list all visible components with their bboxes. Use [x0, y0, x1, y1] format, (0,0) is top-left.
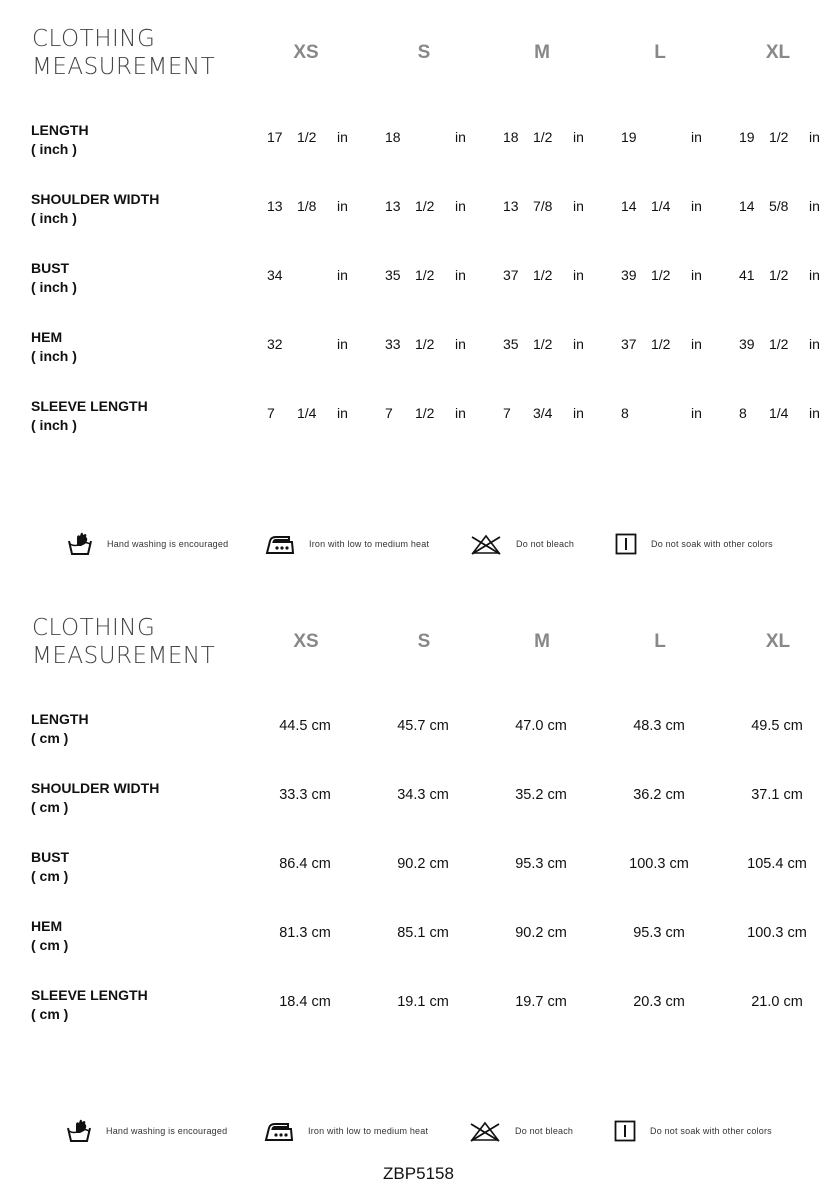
care-text: Do not bleach	[515, 1126, 574, 1136]
measurement-cell: 37.1 cm	[751, 787, 803, 803]
size-header-l: L	[654, 631, 666, 652]
unit-label: in	[809, 129, 820, 145]
row-label-name: BUST	[31, 849, 70, 865]
size-header-s: S	[417, 42, 431, 63]
whole-inches: 34	[267, 267, 283, 283]
measurement-cell: 45.7 cm	[397, 718, 449, 734]
size-header-xs: XS	[293, 631, 319, 652]
unit-label: in	[455, 405, 466, 421]
whole-inches: 35	[385, 267, 401, 283]
measurement-cell: 48.3 cm	[633, 718, 685, 734]
care-instructions-2	[0, 1116, 837, 1146]
row-label	[31, 779, 159, 817]
fraction-inches: 7/8	[533, 198, 553, 214]
row-label-name: SHOULDER WIDTH	[31, 780, 160, 796]
measurement-cell	[503, 198, 593, 216]
measurement-cell	[267, 405, 357, 423]
care-text: Hand washing is encouraged	[106, 1126, 228, 1136]
measurement-cell	[739, 129, 829, 147]
iron-icon	[264, 1120, 294, 1142]
measurement-cell: 95.3 cm	[515, 856, 567, 872]
measurement-cell	[385, 405, 475, 423]
measurement-cell: 19.1 cm	[397, 994, 449, 1010]
cm-table-title: CLOTHING MEASUREMENT	[32, 615, 216, 669]
fraction-inches: 1/2	[415, 267, 435, 283]
fraction-inches: 1/4	[769, 405, 789, 421]
fraction-inches: 1/2	[415, 198, 435, 214]
fraction-inches: 1/2	[533, 336, 553, 352]
row-label	[31, 397, 148, 435]
whole-inches: 37	[621, 336, 637, 352]
fraction-inches: 1/2	[769, 129, 789, 145]
care-no-bleach	[469, 1116, 573, 1146]
unit-label: in	[573, 267, 584, 283]
unit-label: in	[337, 336, 348, 352]
iron-icon	[265, 533, 295, 555]
unit-label: in	[691, 267, 702, 283]
measurement-cell: 35.2 cm	[515, 787, 567, 803]
care-text: Iron with low to medium heat	[308, 1126, 429, 1136]
care-iron	[264, 1116, 428, 1146]
row-label	[31, 848, 69, 886]
care-no-bleach	[470, 529, 574, 559]
measurement-cell	[267, 267, 357, 285]
row-label-unit: ( inch )	[31, 279, 77, 295]
fraction-inches: 1/2	[651, 267, 671, 283]
unit-label: in	[809, 405, 820, 421]
row-label-unit: ( cm )	[31, 1006, 69, 1022]
measurement-cell: 44.5 cm	[279, 718, 331, 734]
whole-inches: 7	[267, 405, 275, 421]
row-label-unit: ( inch )	[31, 348, 77, 364]
no-bleach-icon	[469, 1120, 501, 1142]
measurement-cell	[385, 129, 475, 147]
row-label	[31, 328, 77, 366]
measurement-cell: 33.3 cm	[279, 787, 331, 803]
care-iron	[265, 529, 429, 559]
unit-label: in	[691, 129, 702, 145]
measurement-cell: 90.2 cm	[397, 856, 449, 872]
do-not-soak-icon	[614, 1120, 636, 1142]
row-label-name: HEM	[31, 329, 63, 345]
whole-inches: 13	[385, 198, 401, 214]
measurement-cell	[503, 267, 593, 285]
measurement-cell: 86.4 cm	[279, 856, 331, 872]
row-label-unit: ( cm )	[31, 730, 69, 746]
whole-inches: 7	[385, 405, 393, 421]
row-label	[31, 986, 148, 1024]
measurement-cell: 100.3 cm	[629, 856, 689, 872]
measurement-cell	[739, 336, 829, 354]
measurement-cell: 34.3 cm	[397, 787, 449, 803]
unit-label: in	[337, 267, 348, 283]
whole-inches: 18	[385, 129, 401, 145]
do-not-soak-icon	[615, 533, 637, 555]
size-header-m: M	[534, 42, 550, 63]
whole-inches: 13	[267, 198, 283, 214]
care-no-soak	[615, 529, 773, 559]
size-header-xl: XL	[765, 42, 791, 63]
unit-label: in	[573, 129, 584, 145]
care-hand-wash	[66, 1116, 227, 1146]
size-header-l: L	[654, 42, 666, 63]
unit-label: in	[455, 198, 466, 214]
whole-inches: 37	[503, 267, 519, 283]
size-header-xs: XS	[293, 42, 319, 63]
unit-label: in	[455, 129, 466, 145]
row-label-unit: ( cm )	[31, 937, 69, 953]
care-text: Hand washing is encouraged	[107, 539, 229, 549]
product-code: ZBP5158	[383, 1164, 454, 1183]
whole-inches: 32	[267, 336, 283, 352]
unit-label: in	[691, 336, 702, 352]
measurement-cell: 95.3 cm	[633, 925, 685, 941]
care-text: Iron with low to medium heat	[309, 539, 430, 549]
whole-inches: 14	[739, 198, 755, 214]
measurement-cell	[503, 129, 593, 147]
row-label-unit: ( cm )	[31, 799, 69, 815]
size-header-xl: XL	[765, 631, 791, 652]
measurement-cell	[503, 405, 593, 423]
measurement-cell: 19.7 cm	[515, 994, 567, 1010]
measurement-cell: 105.4 cm	[747, 856, 807, 872]
unit-label: in	[809, 198, 820, 214]
measurement-cell	[621, 405, 711, 423]
fraction-inches: 1/2	[533, 129, 553, 145]
fraction-inches: 1/4	[297, 405, 317, 421]
unit-label: in	[809, 336, 820, 352]
no-bleach-icon	[470, 533, 502, 555]
fraction-inches: 3/4	[533, 405, 553, 421]
measurement-cell	[385, 198, 475, 216]
size-header-m: M	[534, 631, 550, 652]
unit-label: in	[809, 267, 820, 283]
whole-inches: 19	[621, 129, 637, 145]
unit-label: in	[455, 336, 466, 352]
row-label-unit: ( inch )	[31, 141, 77, 157]
measurement-cell: 85.1 cm	[397, 925, 449, 941]
unit-label: in	[455, 267, 466, 283]
row-label	[31, 190, 159, 228]
whole-inches: 13	[503, 198, 519, 214]
row-label-name: SHOULDER WIDTH	[31, 191, 160, 207]
whole-inches: 39	[739, 336, 755, 352]
measurement-cell	[385, 336, 475, 354]
whole-inches: 7	[503, 405, 511, 421]
whole-inches: 41	[739, 267, 755, 283]
unit-label: in	[337, 129, 348, 145]
row-label-name: BUST	[31, 260, 70, 276]
care-hand-wash	[67, 529, 228, 559]
fraction-inches: 1/2	[297, 129, 317, 145]
whole-inches: 14	[621, 198, 637, 214]
whole-inches: 19	[739, 129, 755, 145]
care-text: Do not soak with other colors	[650, 1126, 772, 1136]
care-instructions-1	[0, 529, 837, 559]
whole-inches: 8	[739, 405, 747, 421]
whole-inches: 33	[385, 336, 401, 352]
measurement-cell	[739, 405, 829, 423]
measurement-cell: 90.2 cm	[515, 925, 567, 941]
unit-label: in	[573, 405, 584, 421]
fraction-inches: 1/2	[533, 267, 553, 283]
whole-inches: 8	[621, 405, 629, 421]
whole-inches: 17	[267, 129, 283, 145]
unit-label: in	[337, 405, 348, 421]
row-label-name: LENGTH	[31, 711, 89, 727]
whole-inches: 35	[503, 336, 519, 352]
size-header-s: S	[417, 631, 431, 652]
row-label-unit: ( inch )	[31, 417, 77, 433]
row-label-name: LENGTH	[31, 122, 89, 138]
fraction-inches: 5/8	[769, 198, 789, 214]
unit-label: in	[691, 198, 702, 214]
measurement-cell	[621, 198, 711, 216]
row-label	[31, 917, 68, 955]
fraction-inches: 1/2	[415, 336, 435, 352]
unit-label: in	[573, 198, 584, 214]
measurement-cell	[621, 129, 711, 147]
fraction-inches: 1/8	[297, 198, 317, 214]
care-text: Do not soak with other colors	[651, 539, 773, 549]
measurement-cell	[385, 267, 475, 285]
inch-measurement-table	[0, 0, 837, 470]
measurement-cell	[621, 267, 711, 285]
row-label	[31, 710, 89, 748]
care-no-soak	[614, 1116, 772, 1146]
measurement-cell: 20.3 cm	[633, 994, 685, 1010]
row-label	[31, 121, 89, 159]
measurement-cell: 100.3 cm	[747, 925, 807, 941]
measurement-cell: 47.0 cm	[515, 718, 567, 734]
row-label	[31, 259, 77, 297]
measurement-cell	[267, 198, 357, 216]
measurement-cell	[267, 129, 357, 147]
unit-label: in	[337, 198, 348, 214]
row-label-name: SLEEVE LENGTH	[31, 398, 148, 414]
measurement-cell	[267, 336, 357, 354]
measurement-cell: 18.4 cm	[279, 994, 331, 1010]
unit-label: in	[691, 405, 702, 421]
hand-wash-icon	[66, 1119, 92, 1143]
row-label-unit: ( inch )	[31, 210, 77, 226]
fraction-inches: 1/2	[651, 336, 671, 352]
care-text: Do not bleach	[516, 539, 575, 549]
fraction-inches: 1/2	[769, 336, 789, 352]
measurement-cell	[621, 336, 711, 354]
measurement-cell: 36.2 cm	[633, 787, 685, 803]
hand-wash-icon	[67, 532, 93, 556]
measurement-cell: 49.5 cm	[751, 718, 803, 734]
fraction-inches: 1/2	[769, 267, 789, 283]
row-label-name: HEM	[31, 918, 63, 934]
measurement-cell	[739, 267, 829, 285]
cm-measurement-table	[0, 589, 837, 1059]
measurement-cell	[739, 198, 829, 216]
row-label-unit: ( cm )	[31, 868, 69, 884]
unit-label: in	[573, 336, 584, 352]
row-label-name: SLEEVE LENGTH	[31, 987, 148, 1003]
whole-inches: 18	[503, 129, 519, 145]
inch-table-title: CLOTHING MEASUREMENT	[32, 26, 216, 80]
whole-inches: 39	[621, 267, 637, 283]
fraction-inches: 1/2	[415, 405, 435, 421]
measurement-cell: 81.3 cm	[279, 925, 331, 941]
measurement-cell: 21.0 cm	[751, 994, 803, 1010]
measurement-cell	[503, 336, 593, 354]
fraction-inches: 1/4	[651, 198, 671, 214]
